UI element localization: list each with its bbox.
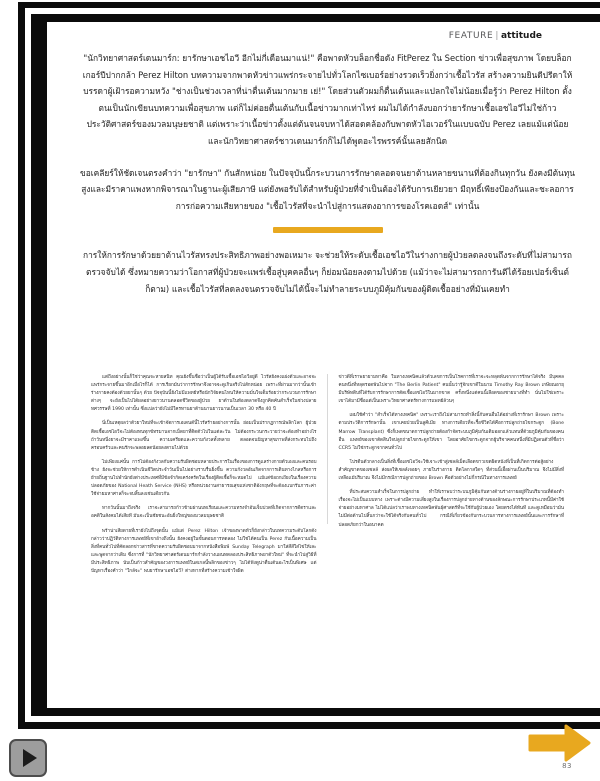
body-column-right [339,374,565,700]
lead-paragraph-3: การให้การรักษาด้วยยาต้านไวรัสทรงประสิทธิภาพอย่างพอเหมาะ จะช่วยให้ระดับเชื้อเอชไอวีในร่างกายผู้ป่วยลดลงจนถึงระดับที่ไม่สามารถตรวจจับได้ ซึ่งหมายความว่าโอกาสที่ผู้ป่วยจะแพร่เชื้อสู่บุคคลอื่นๆ ก็ย่อมน้อยลงตามไปด้วย (แม้ว่าจะไม่สามารถการันตีได้ร้อยเปอร์เซ็นต์ก็ตาม) และเชื้อไวรัสที่ลดลงจนตรวจจับไม่ได้นี้จะไม่ทำลายระบบภูมิคุ้มกันของผู้ติดเชื้ออย่างที่มันเคยทำ [83,250,572,294]
magazine-page[interactable] [47,22,600,708]
lead-section [75,50,580,303]
body-paragraph: ที่ประสบความสำเร็จในการปลูกถ่าย ทำให้เราพบว่าระบบภูมิคุ้มกันทางด้านร่างกายอยู่ที่ในปริมาณที่ต้องทำเรื่องจะไม่เป็นแบบทาง เพราะต่างมีความเสี่ยงสูงในเรื่องการปลูกถ่ายทางด้านของลักษณะการรักษาประเภทนี้มีค่าใช้จ่ายอย่างมหาศาล ไม่ได้แปลว่าเราพบทางเทคนิคพันธุ์ศาสตร์ที่จะใช้กับผู้ป่วยเอง โดยตรงได้ทันที และดูเหมือนว่ามันไม่มีต่อด้านไปสิ้นกว่าจะใช้ได้จริงกับคนทั่วไป กรณีที่เกี่ยวข้องกับกระบวนการทางการแพทย์นั้นและการรักษาที่ปลอดภัยกว่าในอนาคต [338,490,564,528]
next-page-button[interactable] [528,722,592,764]
body-column-left [91,374,317,700]
body-columns [91,374,564,700]
body-paragraph: ข่าวดีที่เราพยายามหาคือ ในทางเทคนิคแล้วตัวเลขการเป็นโรคการที่เราจะจะหลุดพ้นจากการรักษาได้จริง มีบุคคลคนหนึ่งที่หลุดรอดพ้นไปจาก "The Berlin Patient" คนนั้นว่ารู้จักเขาดีในนาม Timothy Ray Brown เกษียณอายุมีบริษัทดิบที่ได้รับการรักษาการตัดเชื้อเอชไอวีในมากขาด ครั้งหนึ่งแต่คนนี้เลือดของชายบางที่ทำ นั่นไม่ใช่เพราะเขาได้มามีชื่อแต่เป็นเพราะวิทยาศาสตร์ทางการแพทย์ล้วนๆ [338,375,564,405]
running-head-separator: | [495,31,499,41]
running-head-brand: attitude [500,31,542,41]
body-paragraph: ไม่เพียงแค่นั้น การไม่ต้องกังวลกับความรับผิดชอบหลายประการในเรื่องของการดูแลร่างกายตัวเองและคนรอบข้าง ยังจะช่วยให้การดำเนินชีวิตประจำวันเป็นไปอย่างราบรื่นยิ่งขึ้น ความกังวลอันเกิดจากการเดินทางไกลหรือการย้ายถิ่นฐานไปพำนักยังต่างประเทศที่มีข้อจำกัดเคร่งครัดในเรื่องผู้ติดเชื้อก็จะหมดไป แม้แต่ข้อถกเถียงในเรื่องความปลอดภัยของ National Heath Service (NHS) หรือหน่วยงานสาธารณสุขแห่งชาติอังกฤษที่จะต้องแบกรับภาระค่าใช้จ่ายมหาศาลก็จะจบสิ้นลงเช่นเดียวกัน [91,459,317,498]
running-head-section: FEATURE [448,31,494,41]
arrow-right-icon [528,722,592,764]
body-paragraph: นี่เป็นเหตุผลว่าตัวยาใหม่ที่จะเข้าจัดการเอเดนต์นี้ไวรัสร้ายอย่างการนั้น ย่อมเป็นปรากฏการณ์พลิกโลก ผู้ป่วยติดเชื้อเอชไอวีจะไม่ต้องทนทุกข์ทรมานจากเม็ดยาที่ติดตัวไปในแต่ละวัน ไม่ต้องกระวนกระวายว่าจะต้องทำอย่างไรถ้าวันหนึ่งยาจะมีราคาแพงขึ้น ความเครียดและความกังวลทั้งหลาย ตลอดจนปัญหาสุขภาพที่ส่งกระทบไปถึงครอบครัวและคนรักจะพลอยลดน้อยลงตามไปด้วย [91,421,317,451]
body-paragraph: หากวันนั้นมาถึงจริง เราจะสามารถก้าวข้ามผ่านบทเรียนและความทรงจำอันเจ็บปวดที่เกิดจากการตีตราและอคติในสังคมได้เสียที มันจะเป็นชัยชนะอันยิ่งใหญ่ของมวลมนุษยชาติ [91,506,317,520]
body-paragraph: พร้าน่าเสียดายที่เรายังไปถึงจุดนั้น แม้แต่ Perez Hilton เจ้าของพาดหัวก็ยังกล่าวในบทความระดับโลกดังกล่าวว่าปฏิวัติทางการแพทย์ที่เขาอ้างถึงนั้น ยังคงอยู่ในขั้นตอนการทดลอง ไม่ใช่ได้คนเป็น Perez กับเนื้อความเป็นสิ่งที่คนทั่วไปที่คัดลอกข่าวสารที่ขาดความรับผิดชอบมาจากหนังสือพิมพ์ Sunday Telegraph มาใส่สีสีใส่ไข่ให้เละและพูดจากว่าเดิม ซึ่งการที่ "นักวิทยาศาสตร์เดนมาร์กกำลังวางแผนทดลองประสิทธิภาพยาตัวใหม่" ที่จะนำไปสู่วิธีที่มีประสิทธิภาพ นับเป็นก้าวสำคัญของวงการแพทย์ในสเกลนี้พลิกของข่าวๆ ไม่ได้ฟังดูน่าตื่นเต้นอะไรเป็นพิเศษ แต่ปัญหาเรื่องคำว่า "ใกล้จะ" พบยารักษาเอชไอวี? ต่างหากที่สร้างความเข้าใจผิด [91,528,317,574]
body-paragraph: แต่ถึงอย่างนั้นก็ใช่ว่าคุณจะหายสนิท คุณยังขึ้นชื่อว่าเป็นผู้ได้รับเชื้อเอชไอวีอยู่ดี ไวรัสยังคงแฝงตัวและอาจจะแพร่กระจายขึ้นมาอีกเมื่อไรก็ได้ การเรียกมันว่าการรักษาจึงอาจจะดูเกินจริงไปสักหน่อย เพราะที่ผ่านมากว่านั้นเข้าร่างกายคงต้องด้วยยานั้นๆ ด้วย ปัจจุบันนี้ยังไม่มีแพทย์หรือนักวิจัยคนไหนให้ความมั่นใจเต็มร้อยว่ากระบวนการรักษาต่างๆ จะยังเป็นไปได้ผลอย่างยาวนานตลอดชีวิตของผู้ป่วย ยาต้านในท้องตลาดจึงถูกคิดค้นสำเร็จในช่วงปลายทศวรรษที่ 1990 เท่านั้น ซึ่งแปลว่ายังไม่มีใครทานยาต้านนานยาวนานเป็นเวลา 30 หรือ 40 ปี [91,375,317,413]
play-button[interactable] [9,739,47,777]
body-paragraph: โปรตีนตัวกลางเป็นสิ่งที่เชื้อเอชไอวีจะใช้เจาะเข้าสู่เซลล์เม็ดเลือดขาวเขตผิดหนังที่เป็นที่เกิดการต่อสู้อย่างสำคัญขาดของเซลล์ ส่งผลให้เซลล์เจอยๆ ภายในร่างกาย ติดโลกาสใดๆ ที่ส่วนนี้เอื้อผ่านเป็นปริมาณ จึงไม่มีสิ่งที่เหลือแม้ปริมาณ จึงไม่มีกรณีการปลูกถ่ายของ Brown คือตัวอย่างไม่กี่กรณีในทางการแพทย์ [338,459,564,482]
page-number: 83 [562,762,572,770]
play-triangle-icon [23,749,37,767]
lead-paragraph-1: "นักวิทยาศาสตร์เดนมาร์ก: ยารักษาเอชไอวี อีกไม่กี่เดือนมาแน่!" คือพาดหัวบล็อกชื่อดัง FitPerez ใน Section ข่าวเพื่อสุขภาพ โดยบล็อกเกอร์ปีปากกล้า Perez Hilton บทความจากพาดหัวข่าวแพร่กระจายไปทั่วโลกไซเบอร์อย่างรวดเร็วยิ่งกว่าเชื้อไวรัส สร้างความยินดีปรีดาให้บรรดาผู้เฝ้ารอความหวัง "ช่างเป็นช่วงเวลาที่น่าตื่นเต้นมากมาย เย่!" โดยส่วนตัวผมก็ตื่นเต้นและแปลกใจไม่น้อยเมื่อรู้ว่า Perez Hilton ตั้งตนเป็นนักเขียนบทความเพื่อสุขภาพ แต่ก็ไม่ค่อยตื่นเต้นกับเนื้อข่าวมากเท่าไหร่ ผมไม่ได้กำลังบอกว่ายารักษาเชื้อเอชไอวีไม่ใช่ก้าวประวัติศาสตร์ของมวลมนุษยชาติ แต่เพราะว่าเนื้อข่าวตั้งแต่ต้นจนจบหาได้สอดคล้องกับพาดหัวไอเวอร์ในแบบฉบับ Perez เลยแม้แต่น้อย และนักวิทยาศาสตร์ชาวเดนมาร์กก็ไม่ได้พูดอะไรพรรค์นั้นเลยสักนิด [82,53,573,146]
body-paragraph: เผมใช้คำว่า "สำเร็จได้ทางเทคนิค" เพราะเราถึงไม่สามารถทำสิ่งนี้กับคนอื่นได้อย่างที่เรารักษา Brown เพราะตามประวัติการรักษานั้น เขาเคยป่วยเป็นลูคีเมีย ทางการเดียวที่จะรื้อชีวิตได้คือการปลูกถ่ายไขกระดูก (Bone Marrow Transplant) ซึ่งก็เพดขนาดการปลูกถ่ายต้องกำจัดระบบภูมิคุ้มกันเดิมออกแล้วแทนที่ด้วยภูมิคุ้มกันของคนอื่น แพทย์ของเขาตัดสินใจปลูกถ่ายไขกระดูกให้เขา โดยอาศัยไขกระดูกจากผู้บริจาคคนหนึ่งที่มีปฏิเดนตัวที่ชื่อว่า CCR5 ไม่ใช่กระดูกจากคนทั่วไป [338,413,564,451]
orange-divider-rule [273,227,383,233]
running-head [449,31,542,41]
lead-paragraph-2: ขอเคลียร์ให้ชัดเจนตรงคำว่า "ยารักษา" กันสักหน่อย ในปัจจุบันนี้กระบวนการรักษาตลอดจนยาต้านหลายขนานที่ต้องกินทุกวัน ยังคงมีต้นทุนสูงและมีราคาแพงหากพิจารณาในฐานะผู้เสียภาษี แต่ยังพอรับได้สำหรับผู้ป่วยที่จำเป็นต้องได้รับการเยียวยา มีฤทธิ์เพียงป้องกันและชะลอการการก่อความเสียหายของ "เชื้อไวรัสที่จะนำไปสู่การแสดงอาการของโรคเอดส์" เท่านั้น [79,167,576,211]
